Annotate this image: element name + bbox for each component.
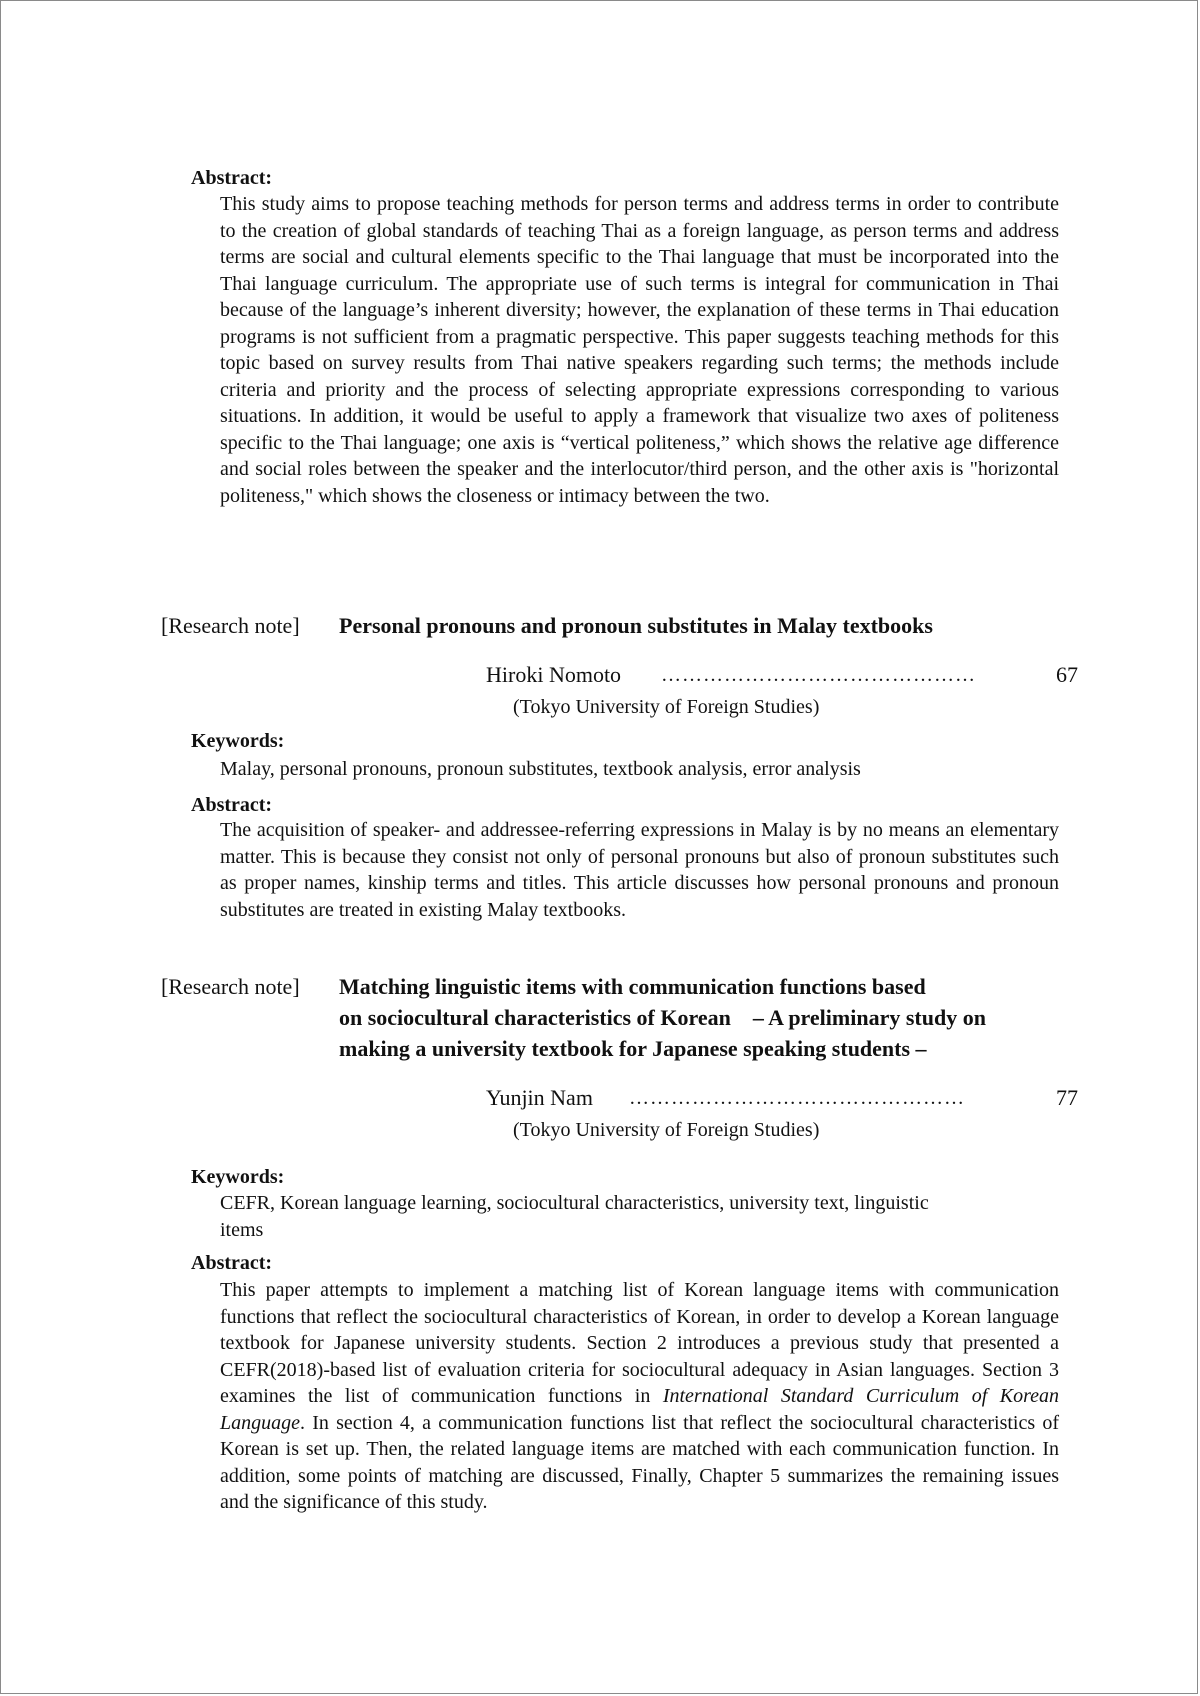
abstract-label: Abstract: [191,167,273,189]
abstract-segment: This paper attempts to implement a matching list of Korean language items with communication functions that reflect the sociocultural characteristics of Korean, in order to develop a Korean language textbook for Japanese university students. Section 2 introduces a previous study that presented a CEFR(2018)-based list of evaluation criteria for sociocultural adequacy in Asian languages. Section 3 examines the list of communication functions in [220,1279,1059,1407]
author-affiliation: (Tokyo University of Foreign Studies) [513,1119,820,1141]
abstract-paragraph [220,1277,1059,1516]
abstract-label: Abstract: [191,1252,273,1274]
abstract-text [220,191,1059,509]
leader-dots: ……………………………………… [661,664,976,686]
author-name: Yunjin Nam [486,1085,593,1110]
title-line: Matching linguistic items with communication functions based [339,974,926,999]
research-note-label: [Research note] [161,613,300,638]
keywords-label: Keywords: [191,730,285,752]
research-note-title [339,971,1079,1064]
title-line: making a university textbook for Japanese speaking students – [339,1036,927,1061]
abstract-text [220,1277,1059,1516]
keywords-label: Keywords: [191,1166,285,1188]
page-number: 67 [1056,662,1078,687]
title-line: Personal pronouns and pronoun substitutes in Malay textbooks [339,613,933,638]
keywords-line: items [220,1218,264,1241]
abstract-segment: . In section 4, a communication functions list that reflect the sociocultural characteristics of Korean is set up. Then, the related language items are matched with each communication function. In addition, some points of matching are discussed, Finally, Chapter 5 summarizes the remaining issues and the significance of this study. [220,1411,1059,1513]
keywords-line: CEFR, Korean language learning, sociocultural characteristics, university text, linguistic [220,1192,929,1214]
research-note-title [339,610,1079,641]
author-affiliation: (Tokyo University of Foreign Studies) [513,696,820,718]
author-name: Hiroki Nomoto [486,662,622,687]
leader-dots: ………………………………………… [629,1087,965,1109]
curriculum-title-italic: International Standard Curriculum of Korean Language [220,1385,1060,1434]
abstract-label: Abstract: [191,794,273,816]
abstract-paragraph: The acquisition of speaker- and addressee-referring expressions in Malay is by no means an elementary matter. This is because they consist not only of personal pronouns but also of pronoun substitutes such as proper names, kinship terms and titles. This article discusses how personal pronouns and pronoun substitutes are treated in existing Malay textbooks. [220,819,1059,921]
keywords-line: Malay, personal pronouns, pronoun substitutes, textbook analysis, error analysis [220,758,861,780]
title-line: on sociocultural characteristics of Korean – A preliminary study on [339,1005,986,1030]
abstract-text [220,817,1059,923]
keywords-text [220,1190,1059,1243]
abstract-paragraph: This study aims to propose teaching methods for person terms and address terms in order to contribute to the creation of global standards of teaching Thai as a foreign language, as person terms and address terms are social and cultural elements specific to the Thai language that must be incorporated into the Thai language curriculum. The appropriate use of such terms is integral for communication in Thai because of the language’s inherent diversity; however, the explanation of these terms in Thai education programs is not sufficient from a pragmatic perspective. This paper suggests teaching methods for this topic based on survey results from Thai native speakers regarding such terms; the methods include criteria and priority and the process of selecting appropriate expressions corresponding to various situations. In addition, it would be useful to apply a framework that visualize two axes of politeness specific to the Thai language; one axis is “vertical politeness,” which shows the relative age difference and social roles between the speaker and the interlocutor/third person, and the other axis is "horizontal politeness," which shows the closeness or intimacy between the two. [220,193,1059,507]
keywords-text [220,756,1059,783]
page-number: 77 [1056,1085,1078,1110]
research-note-label: [Research note] [161,974,300,999]
